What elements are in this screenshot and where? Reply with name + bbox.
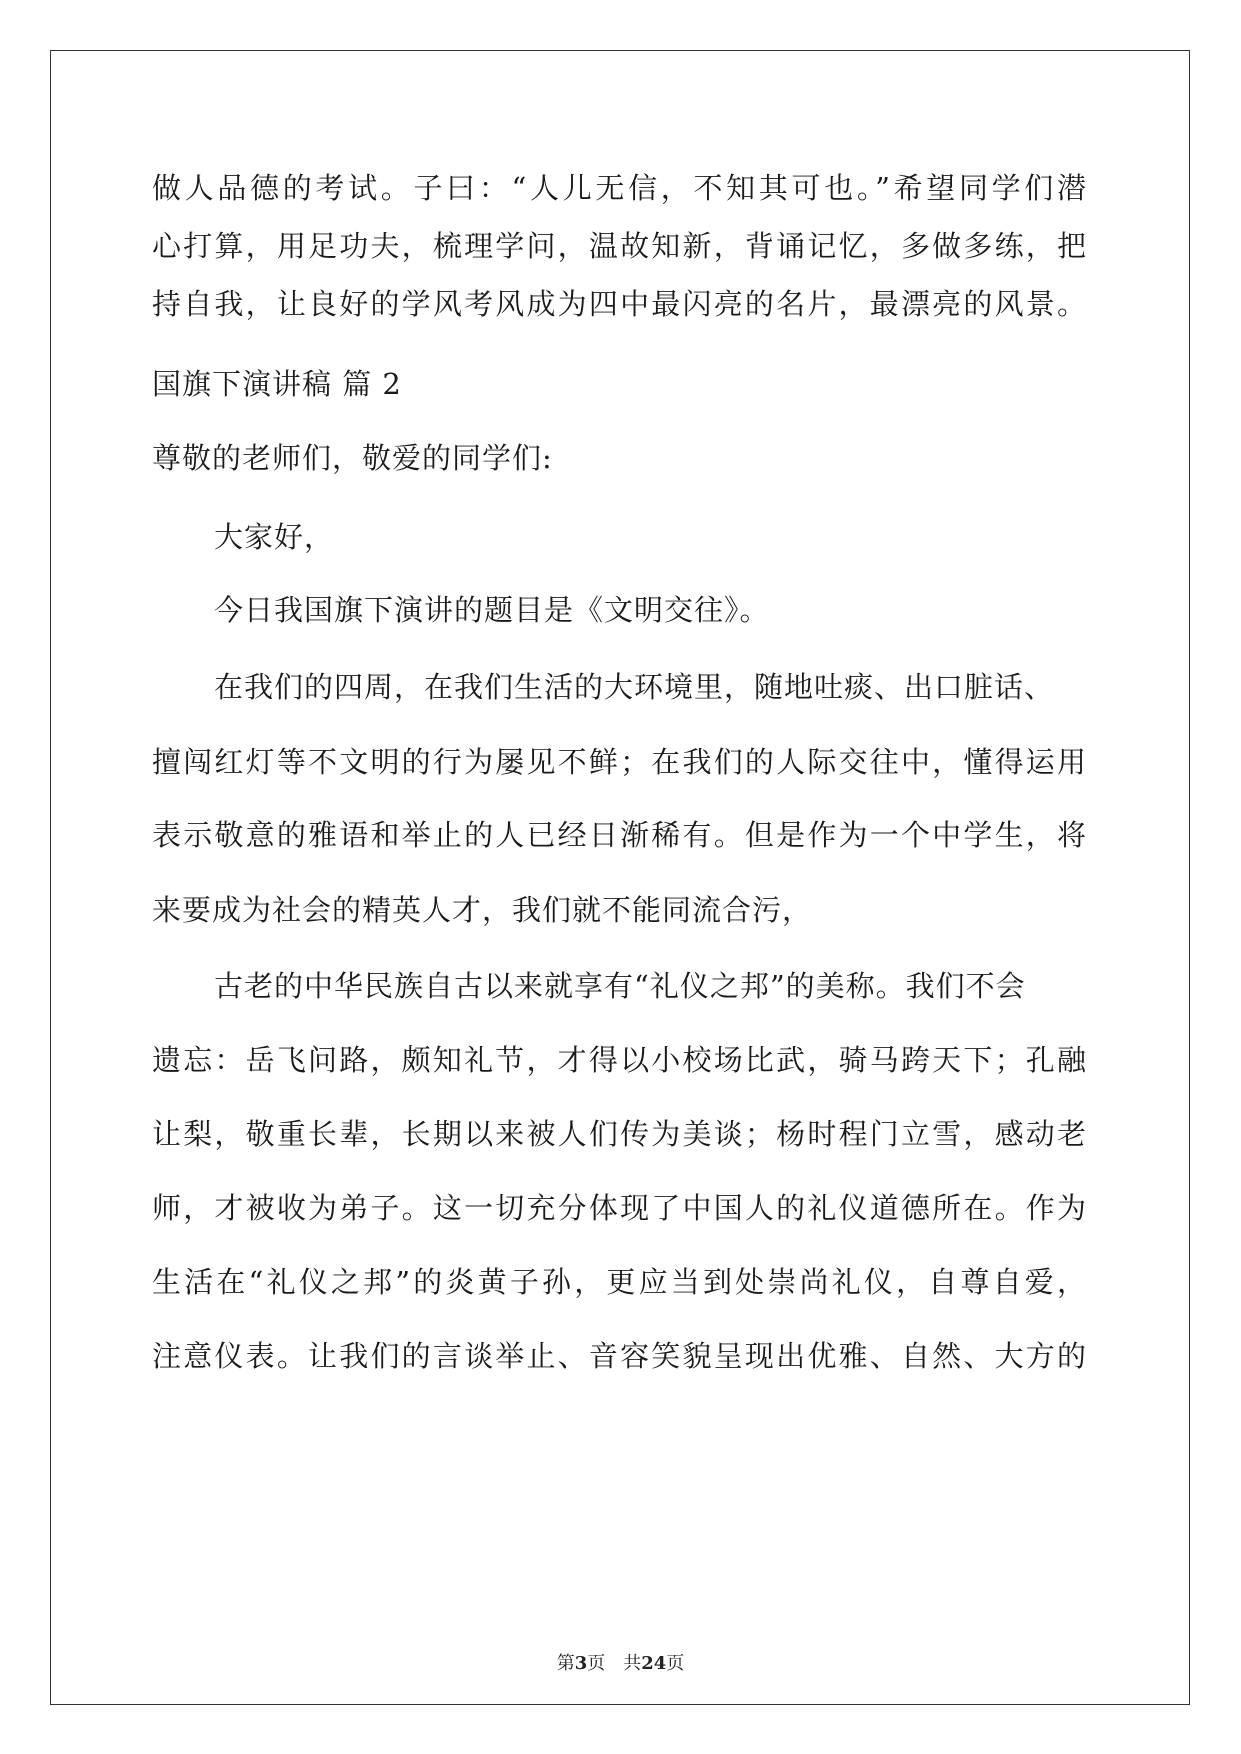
text-line: 生活在“礼仪之邦”的炎黄子孙，更应当到处崇尚礼仪，自尊自爱， <box>152 1265 1087 1299</box>
footer-suffix: 页 <box>666 1653 685 1674</box>
text-line: 做人品德的考试。子曰：“人儿无信，不知其可也。”希望同学们潜 <box>152 171 1087 205</box>
text-line: 师，才被收为弟子。这一切充分体现了中国人的礼仪道德所在。作为 <box>152 1191 1087 1225</box>
footer-mid: 页 共 <box>587 1653 642 1674</box>
text-line: 表示敬意的雅语和举止的人已经日渐稀有。但是作为一个中学生，将 <box>152 818 1087 852</box>
current-page-number: 3 <box>574 1653 588 1674</box>
text-line: 在我们的四周，在我们生活的大环境里，随地吐痰、出口脏话、 <box>214 670 1055 704</box>
text-line: 古老的中华民族自古以来就享有“礼仪之邦”的美称。我们不会 <box>214 969 1026 1003</box>
footer-prefix: 第 <box>556 1653 575 1674</box>
text-line: 来要成为社会的精英人才，我们就不能同流合污， <box>152 893 813 927</box>
text-line: 遗忘：岳飞问路，颇知礼节，才得以小校场比武，骑马跨天下；孔融 <box>152 1043 1087 1077</box>
text-line: 注意仪表。让我们的言谈举止、音容笑貌呈现出优雅、自然、大方的 <box>152 1339 1087 1373</box>
greeting: 大家好， <box>214 520 335 554</box>
page-footer <box>0 1652 1241 1676</box>
section-heading: 国旗下演讲稿 篇 2 <box>152 367 402 401</box>
salutation: 尊敬的老师们，敬爱的同学们: <box>152 441 553 475</box>
text-line: 今日我国旗下演讲的题目是《文明交往》。 <box>214 593 770 627</box>
total-page-count: 24 <box>641 1653 667 1674</box>
text-line: 持自我，让良好的学风考风成为四中最闪亮的名片，最漂亮的风景。 <box>152 287 1087 321</box>
text-line: 擅闯红灯等不文明的行为屡见不鲜；在我们的人际交往中，懂得运用 <box>152 745 1087 779</box>
text-line: 让梨，敬重长辈，长期以来被人们传为美谈；杨时程门立雪，感动老 <box>152 1117 1087 1151</box>
text-line: 心打算，用足功夫，梳理学问，温故知新，背诵记忆，多做多练，把 <box>152 229 1087 263</box>
